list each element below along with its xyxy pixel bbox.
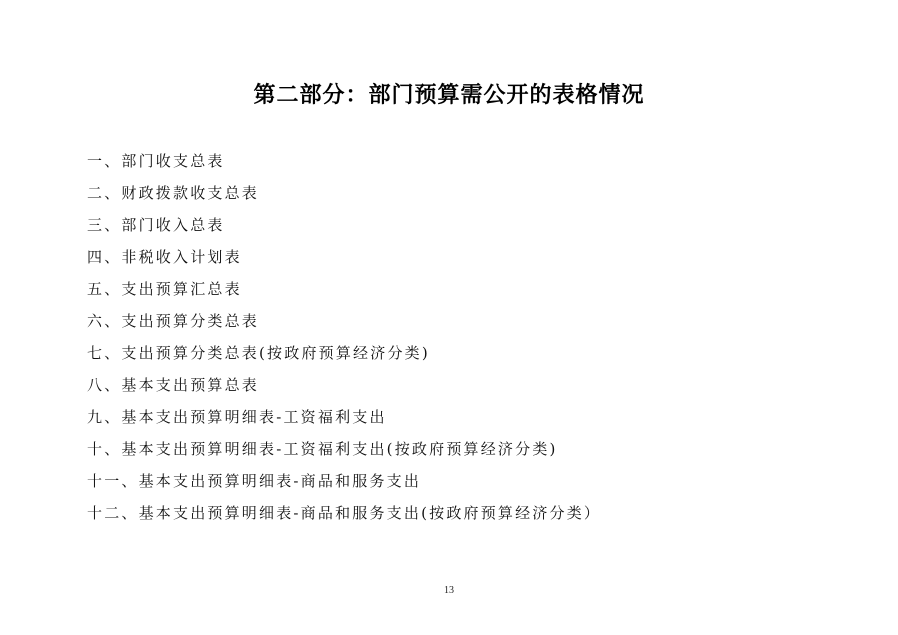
list-item: 九、基本支出预算明细表-工资福利支出 — [87, 408, 387, 426]
list-item: 十一、基本支出预算明细表-商品和服务支出 — [87, 472, 422, 490]
list-item: 七、支出预算分类总表(按政府预算经济分类) — [87, 344, 430, 362]
page-title: 第二部分：部门预算需公开的表格情况 — [253, 83, 645, 108]
page-number: 13 — [444, 585, 454, 596]
list-item: 二、财政拨款收支总表 — [87, 184, 260, 202]
list-item: 八、基本支出预算总表 — [87, 376, 260, 394]
list-item: 六、支出预算分类总表 — [87, 312, 260, 330]
table-list — [87, 150, 601, 534]
list-item: 十、基本支出预算明细表-工资福利支出(按政府预算经济分类) — [87, 440, 558, 458]
list-item: 三、部门收入总表 — [87, 216, 225, 234]
list-item: 一、部门收支总表 — [87, 152, 225, 170]
list-item: 十二、基本支出预算明细表-商品和服务支出(按政府预算经济分类） — [87, 504, 602, 522]
list-item: 四、非税收入计划表 — [87, 248, 242, 266]
list-item: 五、支出预算汇总表 — [87, 280, 242, 298]
